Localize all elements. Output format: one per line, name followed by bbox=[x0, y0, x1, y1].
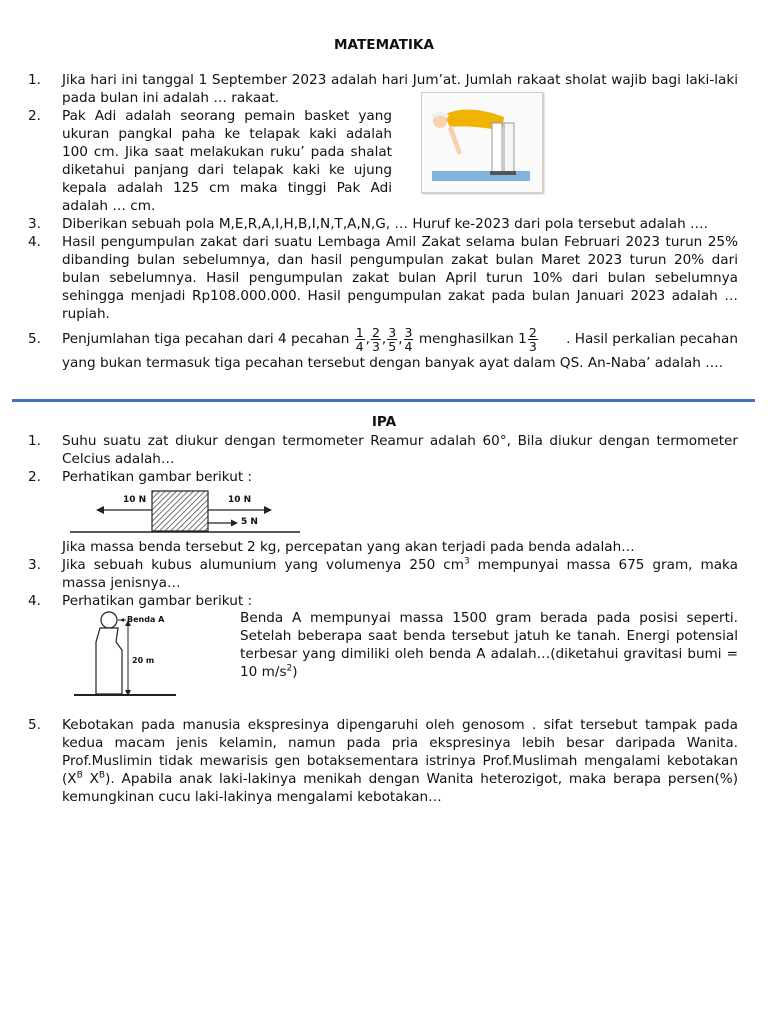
math-question-4 bbox=[28, 233, 738, 323]
question-text: Perhatikan gambar berikut : bbox=[62, 469, 253, 485]
text-after-1: . Hasil perkalian pecahan bbox=[566, 331, 738, 347]
height-label: 20 m bbox=[132, 656, 155, 665]
question-text: Hasil pengumpulan zakat dari suatu Lembaga Amil Zakat selama bulan Februari 2023 turun 25% dibanding bulan sebelumnya, dan hasil pengumpulan zakat bulan Maret 2023 turun 20% dari bulan sebelumnya. Hasil pengumpulan zakat bulan April turun 10% dari bulan sebelumnya sehingga menjadi Rp108.000.000. Hasil pengumpulan zakat pada bulan Januari 2023 adalah … rupiah. bbox=[62, 234, 738, 322]
ipa-question-4-description bbox=[240, 609, 738, 681]
math-question-3 bbox=[28, 215, 738, 233]
question-number: 5. bbox=[28, 717, 41, 733]
question-number: 4. bbox=[28, 593, 41, 609]
text-middle: menghasilkan bbox=[418, 331, 514, 347]
question-text: Diberikan sebuah pola M,E,R,A,I,H,B,I,N,T,A,N,G, … Huruf ke-2023 dari pola tersebut adalah …. bbox=[62, 216, 708, 232]
fraction-3: $\frac{3}{5}$ bbox=[388, 324, 397, 354]
object-a-label: Benda A bbox=[127, 615, 165, 624]
ipa-question-2-followup bbox=[28, 538, 738, 556]
fraction-4: $\frac{3}{4}$ bbox=[404, 324, 413, 354]
question-text: Benda A mempunyai massa 1500 gram berada pada posisi seperti. Setelah beberapa saat benda tersebut jatuh ke tanah. Energi potensial terbesar yang dimiliki oleh benda A adalah…(diketahui gravitasi bumi = 10 $m/s^2$) bbox=[240, 610, 738, 680]
force-small-label: 5 N bbox=[241, 517, 258, 527]
section-divider bbox=[12, 399, 755, 402]
section-title-ipa: IPA bbox=[371, 414, 397, 430]
question-number: 2. bbox=[28, 108, 41, 124]
question-text: Penjumlahan tiga pecahan dari 4 pecahan $\frac{1}{4}$ , $\frac{2}{3}$ , $\frac{3}{5}$ , $\frac{3}{4}$ menghasilkan 1 $\frac{2}{3}$ . Hasil perkalian pecahan yang bukan termasuk tiga pecahan tersebut dengan banyak ayat dalam QS. An-Naba’ adalah …. bbox=[62, 322, 738, 372]
question-number: 2. bbox=[28, 469, 41, 485]
force-right-label: 10 N bbox=[228, 495, 252, 505]
question-text: Jika sebuah kubus alumunium yang volumenya 250 $cm^3$ mempunyai massa 675 gram, maka massa jenisnya… bbox=[62, 556, 738, 591]
question-text: Kebotakan pada manusia ekspresinya dipengaruhi oleh genosom . sifat tersebut tampak pada kedua macam jenis kelamin, namun pada pria ekspresinya lebih besar daripada Wanita. Prof.Muslimin tidak mewarisis gen botaksementara istrinya Prof.Muslimah mengalami kebotakan ($X^B$ $X^B$). Apabila anak laki-lakinya menikah dengan Wanita heterozigot, maka berapa persen(%) kemungkinan cucu laki-lakinya mengalami kebotakan… bbox=[62, 717, 739, 805]
question-text: Suhu suatu zat diukur dengan termometer Reamur adalah 60°, Bila diukur dengan termometer Celcius adalah… bbox=[62, 433, 738, 467]
force-left-label: 10 N bbox=[123, 495, 147, 505]
question-number: 1. bbox=[28, 72, 41, 88]
fraction-2: $\frac{2}{3}$ bbox=[371, 324, 380, 354]
math-question-5 bbox=[28, 322, 738, 372]
text-before: Penjumlahan tiga pecahan dari 4 pecahan bbox=[62, 331, 350, 347]
ipa-question-3 bbox=[28, 556, 738, 592]
praying-man-icon bbox=[422, 93, 542, 192]
question-text: Perhatikan gambar berikut : bbox=[62, 593, 253, 609]
text-after-2: yang bukan termasuk tiga pecahan tersebut dengan banyak ayat dalam QS. An-Naba’ adalah …. bbox=[62, 355, 724, 371]
section-title-math: MATEMATIKA bbox=[334, 37, 434, 53]
ruku-illustration bbox=[421, 92, 543, 193]
ipa-question-4 bbox=[28, 592, 738, 610]
question-text: Jika hari ini tanggal 1 September 2023 adalah hari Jum’at. Jumlah rakaat sholat wajib bagi laki-laki pada bulan ini adalah … rakaat. bbox=[62, 72, 738, 106]
force-diagram bbox=[66, 488, 302, 538]
ipa-question-2 bbox=[28, 468, 738, 486]
ipa-question-5 bbox=[28, 716, 738, 806]
question-text: Pak Adi adalah seorang pemain basket yang ukuran pangkal paha ke telapak kaki adalah 100 cm. Jika saat melakukan ruku’ pada shalat diketahui panjang dari telapak kaki ke ujung kepala adalah 125 cm maka tinggi Pak Adi adalah … cm. bbox=[62, 108, 392, 214]
mixed-whole: 1 bbox=[518, 331, 527, 347]
question-number: 1. bbox=[28, 433, 41, 449]
question-number: 5. bbox=[28, 331, 41, 347]
math-question-2 bbox=[28, 107, 392, 215]
math-question-1 bbox=[28, 71, 738, 107]
question-number: 4. bbox=[28, 234, 41, 250]
question-number: 3. bbox=[28, 216, 41, 232]
ipa-question-1 bbox=[28, 432, 738, 468]
fraction-1: $\frac{1}{4}$ bbox=[355, 324, 364, 354]
question-text: Jika massa benda tersebut 2 kg, percepatan yang akan terjadi pada benda adalah… bbox=[62, 539, 635, 555]
question-number: 3. bbox=[28, 557, 41, 573]
height-diagram bbox=[70, 610, 180, 700]
mixed-fraction: $\frac{2}{3}$ bbox=[528, 324, 537, 354]
